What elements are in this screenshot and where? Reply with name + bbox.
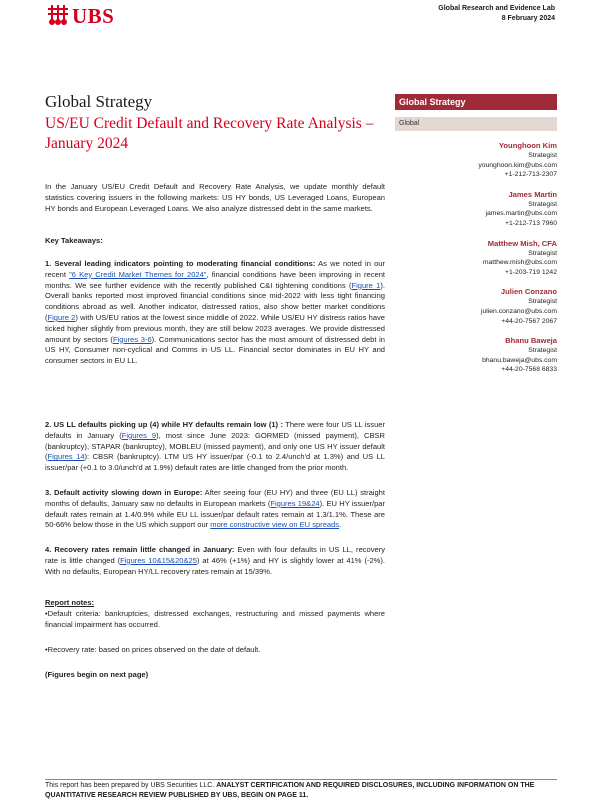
footer-divider (45, 779, 557, 780)
figures-9-link[interactable]: Figures 9 (121, 430, 157, 440)
takeaway-1-text: As we noted in our recent (45, 259, 385, 279)
sidebar-region-label: Global (399, 120, 420, 127)
takeaway-3-heading: 3. Default activity slowing down in Europe: (45, 488, 203, 497)
takeaway-3-text: . (339, 520, 342, 530)
figures-14-link[interactable]: Figures 14 (47, 452, 85, 462)
takeaway-2-text: ), most since June 2023: GORMED (missed payment), CBSR (bankruptcy), STAPAR (bankruptcy), MOBLEU (missed payment), and only one US HY issuer default ( (45, 430, 385, 462)
figures-10-15-20-25-link[interactable]: Figures 10&15&20&25 (120, 555, 197, 565)
takeaway-3-text: After seeing four (EU HY) and three (EU LL) straight months of defaults, January saw no defaults in European markets ( (45, 488, 385, 508)
report-title: US/EU Credit Default and Recovery Rate Analysis – January 2024 (45, 115, 374, 152)
analyst-name: Julien Conzano (500, 287, 557, 297)
takeaway-1-text: , financial conditions have been improving in recent months. We see further evidence with the recently published C&I tightening conditions ( (45, 269, 385, 290)
takeaway-4-text: Even with four defaults in US LL, recovery rate is little changed ( (45, 545, 385, 565)
takeaway-2-text: There were four US LL issuer defaults in January ( (45, 420, 385, 440)
analyst-email[interactable]: matthew.mish@ubs.com (482, 259, 557, 267)
analyst-name: Bhanu Baweja (505, 336, 557, 346)
figures-3-6-link[interactable]: Figures 3-6 (112, 334, 152, 344)
takeaway-2-text: ): CBSR (bankruptcy). LTM US HY issuer/par (-0.1 to 2.4/unch'd at 1.3%) and US LL issuer/par (+0.1 to 3.0/unch'd at 1.9%) default rates are little changed from the prior month. (45, 452, 386, 473)
report-notes-label: Report notes: (45, 598, 95, 607)
takeaway-4 (45, 545, 385, 577)
analyst-role: Strategist (528, 298, 557, 306)
figures-begin-note (45, 670, 385, 681)
analyst-list (395, 140, 557, 384)
figures-begin-label: (Figures begin on next page) (45, 670, 149, 679)
header-meta (438, 4, 555, 23)
eu-spreads-view-link[interactable]: more constructive view on EU spreads (210, 520, 340, 530)
analyst-name: Younghoon Kim (498, 141, 557, 150)
analyst-card (395, 189, 557, 229)
takeaway-1-heading: 1. Several leading indicators pointing to moderating financial conditions: (45, 259, 316, 268)
analyst-email[interactable]: james.martin@ubs.com (485, 210, 557, 218)
analyst-phone: +1-212-713-2307 (504, 171, 557, 179)
key-takeaways-label: Key Takeaways: (45, 236, 103, 245)
analyst-card (395, 335, 557, 375)
figure-2-link[interactable]: Figure 2 (47, 312, 76, 322)
takeaway-2 (45, 420, 385, 474)
takeaway-4-heading: 4. Recovery rates remain little changed in January: (45, 545, 235, 554)
analyst-card (395, 286, 557, 326)
sidebar-section-bar (395, 94, 557, 110)
analyst-phone: +44-20-7567 2067 (501, 317, 557, 325)
analyst-phone: +1-203-719 1242 (505, 268, 557, 276)
themes-report-link[interactable]: "6 Key Credit Market Themes for 2024" (69, 269, 207, 279)
analyst-role: Strategist (528, 200, 557, 208)
figures-19-24-link[interactable]: Figures 19&24 (270, 498, 320, 508)
sidebar-region-bar (395, 117, 557, 131)
report-notes-heading (45, 598, 385, 609)
footer-prepared-by: This report has been prepared by UBS Securities LLC. (45, 782, 217, 789)
note-recovery-rate: •Recovery rate: based on prices observed on the date of default. (45, 645, 261, 654)
analyst-phone: +44-20-7568 6833 (501, 366, 557, 374)
footer-disclosure (45, 781, 565, 800)
ubs-keys-icon (46, 3, 70, 27)
takeaway-1-text: ) with US/EU ratios at the lowest since middle of 2022. While US/EU HY distress ratios have ticked higher slightly from previous month, they are still below 2023 averages. We provide distressed amount by sectors ( (45, 312, 386, 344)
research-lab-label: Global Research and Evidence Lab (438, 5, 555, 12)
takeaway-1-text: ). Communications sector has the most amount of distressed debt in US HY, Consumer non-cyclical and Comms in US LL. Financial sector dominates in EU HY and consumer sectors in EU LL. (45, 334, 385, 366)
analyst-card (395, 238, 557, 278)
takeaway-4-text: ) at 46% (+1%) and HY is slightly lower at 41% (-2%). With no defaults, European HY/LL recovery rates remain at 15/39%. (45, 555, 385, 576)
series-title: Global Strategy (45, 92, 153, 111)
analyst-email[interactable]: bhanu.baweja@ubs.com (482, 356, 557, 364)
takeaway-1 (45, 259, 385, 367)
takeaway-2-heading: 2. US LL defaults picking up (4) while HY defaults remain low (1) : (45, 420, 283, 429)
analyst-phone: +1-212-713 7960 (505, 219, 557, 227)
footer-certification: ANALYST CERTIFICATION AND REQUIRED DISCLOSURES, INCLUDING INFORMATION ON THE QUANTITATIVE RESEARCH REVIEW PUBLISHED BY UBS, BEGIN ON PAGE 11. (45, 782, 535, 799)
analyst-name: Matthew Mish, CFA (487, 238, 557, 248)
analyst-name: James Martin (508, 189, 557, 199)
analyst-card (395, 140, 557, 180)
analyst-role: Strategist (528, 249, 557, 257)
brand-name: UBS (72, 4, 115, 28)
figure-1-link[interactable]: Figure 1 (351, 280, 381, 290)
analyst-email[interactable]: younghoon.kim@ubs.com (478, 161, 557, 169)
key-takeaways-heading (45, 236, 385, 247)
ubs-logo (46, 3, 146, 29)
analyst-email[interactable]: julien.conzano@ubs.com (480, 307, 557, 315)
takeaway-1-text: ). Overall banks reported most improved financial conditions since mid-2022 with less tight financing conditions abroad as well. Another indicator, distressed ratios, also show better market conditions ( (45, 280, 385, 322)
analyst-role: Strategist (528, 152, 557, 159)
note-default-criteria: •Default criteria: bankruptcies, distressed exchanges, restructuring and missed payments where financial impairment has occurred. (45, 609, 385, 629)
takeaway-3-text: ). EU HY issuer/par default rates remain at 1.4/0.9% while EU LL issuer/par default rates remain at 1.3/1.1%. These are 50-66% below those in the US which support our (45, 498, 385, 530)
analyst-role: Strategist (528, 347, 557, 355)
report-date: 8 February 2024 (501, 14, 555, 22)
sidebar-section-label: Global Strategy (399, 97, 466, 107)
takeaway-3 (45, 488, 385, 531)
intro-paragraph: In the January US/EU Credit Default and Recovery Rate Analysis, we update monthly default statistics covering issuers in the following markets: US HY bonds, US Leveraged Loans, European HY bonds and European Leveraged Loans. We also analyze distressed debt in the same markets. (45, 182, 385, 213)
